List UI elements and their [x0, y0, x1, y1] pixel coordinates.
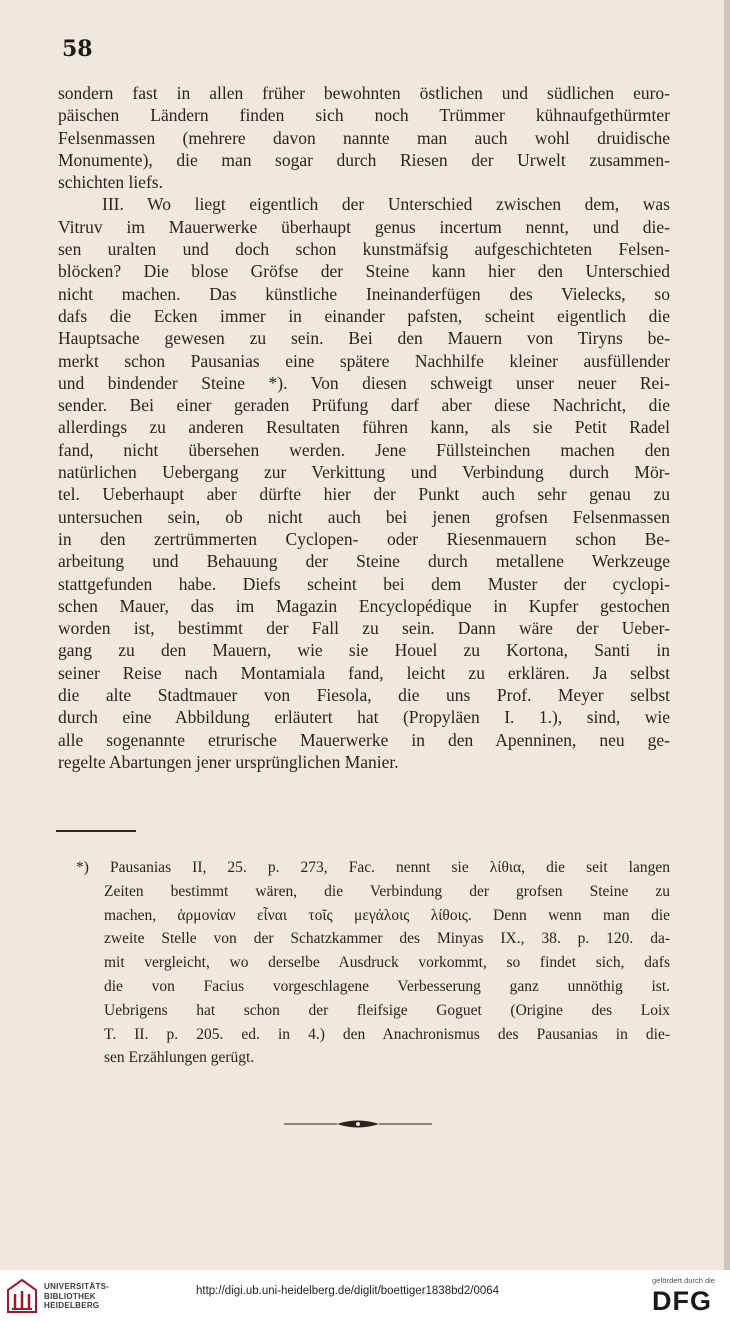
viewer-footer — [0, 1270, 730, 1322]
footnote-separator-rule — [56, 830, 136, 832]
footnote-line: die von Facius vorgeschlagene Verbesserung ganz unnöthig ist. — [104, 977, 670, 995]
text-line: arbeitung und Behauung der Steine durch metallene Werkzeuge — [58, 551, 670, 572]
text-line: dafs die Ecken immer in einander pafsten, scheint eigentlich die — [58, 305, 670, 326]
footnote-line: Zeiten bestimmt wären, die Verbindung der grofsen Steine zu — [104, 882, 670, 900]
dfg-logo: DFG — [652, 1286, 712, 1316]
footnote-line: T. II. p. 205. ed. in 4.) den Anachronismus des Pausanias in die- — [104, 1025, 670, 1043]
university-library-logo-icon — [6, 1278, 38, 1314]
text-line: III. Wo liegt eigentlich der Unterschied zwischen dem, was — [102, 194, 670, 215]
footnote-line: Uebrigens hat schon der fleifsige Goguet (Origine des Loix — [104, 1001, 670, 1019]
text-line: sen uralten und doch schon kunstmäfsig aufgeschichteten Felsen- — [58, 239, 670, 260]
text-line: Monumente), die man sogar durch Riesen der Urwelt zusammen- — [58, 149, 670, 170]
footnote-block — [76, 856, 670, 1070]
library-name-line: BIBLIOTHEK — [44, 1291, 96, 1301]
text-line: päischen Ländern finden sich noch Trümmer kühnaufgethürmter — [58, 105, 670, 126]
text-line: schichten liefs. — [58, 172, 163, 193]
footnote-line: sen Erzählungen gerügt. — [104, 1049, 255, 1067]
footnote-line: *) Pausanias II, 25. p. 273, Fac. nennt sie λίθια, die seit langen — [76, 859, 670, 876]
text-line: untersuchen sein, ob nicht auch bei jenen grofsen Felsenmassen — [58, 506, 670, 527]
library-name — [44, 1282, 109, 1311]
funded-by-label: gefördert durch die — [652, 1276, 715, 1285]
text-line: seiner Reise nach Montamiala fand, leicht zu erklären. Ja selbst — [58, 662, 670, 683]
text-line: und bindender Steine *). Von diesen schweigt unser neuer Rei- — [58, 372, 670, 393]
footnote-line: machen, ἁρμονίαν εἶναι τοῖς μεγάλοις λίθοις. Denn wenn man die — [104, 906, 670, 924]
main-text-block — [58, 82, 670, 773]
text-line: durch eine Abbildung erläutert hat (Propyläen I. 1.), sind, wie — [58, 707, 670, 728]
text-line: natürlichen Uebergang zur Verkittung und Verbindung durch Mör- — [58, 462, 670, 483]
text-line: schen Mauer, das im Magazin Encyclopédique in Kupfer gestochen — [58, 595, 670, 616]
text-line: die alte Stadtmauer von Fiesola, die uns Prof. Meyer selbst — [58, 685, 670, 706]
text-line: alle sogenannte etrurische Mauerwerke in den Apenninen, neu ge- — [58, 729, 670, 750]
permalink-url[interactable]: http://digi.ub.uni-heidelberg.de/diglit/boettiger1838bd2/0064 — [196, 1285, 500, 1297]
text-line: stattgefunden habe. Diefs scheint bei dem Muster der cyclopi- — [58, 573, 670, 594]
text-line: Felsenmassen (mehrere davon nannte man auch wohl druidische — [58, 127, 670, 148]
library-name-line: HEIDELBERG — [44, 1301, 100, 1310]
text-line: fand, nicht übersehen werden. Jene Füllsteinchen machen den — [58, 439, 670, 460]
text-line: worden ist, bestimmt der Fall zu sein. Dann wäre der Ueber- — [58, 618, 670, 639]
text-line: sondern fast in allen früher bewohnten östlichen und südlichen euro- — [58, 83, 670, 103]
footnote-line: zweite Stelle von der Schatzkammer des Minyas IX., 38. p. 120. da- — [104, 930, 670, 948]
text-line: regelte Abartungen jener ursprünglichen Manier. — [58, 751, 399, 772]
text-line: merkt schon Pausanias eine spätere Nachhilfe kleiner ausfüllender — [58, 350, 670, 371]
text-line: blöcken? Die blose Gröfse der Steine kann hier den Unterschied — [58, 261, 670, 282]
text-line: Vitruv im Mauerwerke überhaupt genus incertum nennt, und die- — [58, 216, 670, 237]
page-edge-shadow — [724, 0, 730, 1270]
text-line: tel. Ueberhaupt aber dürfte hier der Punkt auch sehr genau zu — [58, 484, 670, 505]
page-number: 58 — [62, 36, 93, 62]
text-line: allerdings zu anderen Resultaten führen kann, als sie Petit Radel — [58, 417, 670, 438]
text-line: nicht machen. Das künstliche Ineinanderfügen des Vielecks, so — [58, 283, 670, 304]
text-line: Hauptsache gewesen zu sein. Bei den Mauern von Tiryns be- — [58, 328, 670, 349]
footnote-line: mit vergleicht, wo derselbe Ausdruck vorkommt, so findet sich, dafs — [104, 954, 670, 972]
library-name-line: UNIVERSITÄTS- — [44, 1282, 110, 1291]
text-line: in den zertrümmerten Cyclopen- oder Riesenmauern schon Be- — [58, 528, 670, 549]
text-line: gang zu den Mauern, wie sie Houel zu Kortona, Santi in — [58, 640, 670, 661]
text-line: sender. Bei einer geraden Prüfung darf aber diese Nachricht, die — [58, 395, 670, 416]
decorative-ornament-rule — [282, 1118, 434, 1130]
